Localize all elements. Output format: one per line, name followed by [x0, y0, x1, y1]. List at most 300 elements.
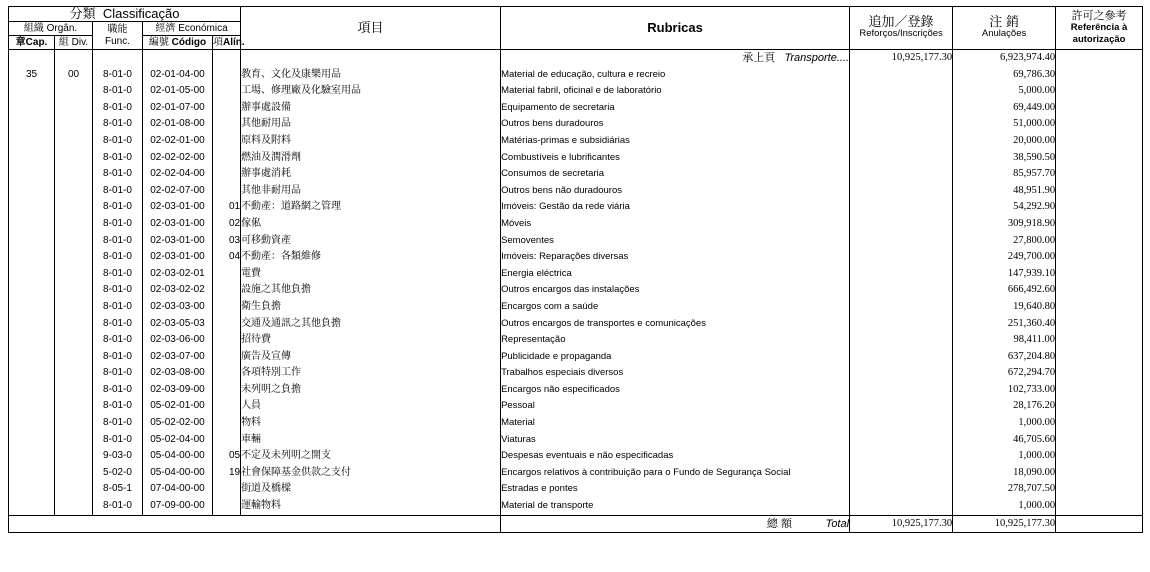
func-cell: 8-01-0	[93, 299, 143, 316]
cap-cell	[9, 199, 55, 216]
transport-row	[9, 50, 1143, 67]
reforcos-cell	[850, 465, 953, 482]
cap-cell	[9, 448, 55, 465]
code-cell: 02-02-04-00	[143, 166, 213, 183]
table-row	[9, 316, 1143, 333]
cap-cell	[9, 233, 55, 250]
func-cell: 8-01-0	[93, 332, 143, 349]
cap-cell	[9, 166, 55, 183]
reforcos-header: 追加／登錄 Reforços/Inscrições	[850, 7, 953, 50]
referencia-cell	[1056, 150, 1143, 167]
item-zh-cell: 未列明之負擔	[241, 382, 501, 399]
rubrica-cell: Encargos relativos à contribuição para o Fundo de Segurança Social	[501, 465, 850, 482]
reforcos-cell	[850, 216, 953, 233]
func-cell: 8-01-0	[93, 382, 143, 399]
rubrica-cell: Consumos de secretaria	[501, 166, 850, 183]
referencia-cell	[1056, 316, 1143, 333]
alin-cell	[213, 133, 241, 150]
transport-reforcos: 10,925,177.30	[850, 50, 953, 67]
table-row	[9, 83, 1143, 100]
cap-cell	[9, 481, 55, 498]
table-body	[9, 50, 1143, 516]
div-cell	[55, 216, 93, 233]
item-zh-cell: 人員	[241, 398, 501, 415]
alin-cell	[213, 349, 241, 366]
referencia-cell	[1056, 249, 1143, 266]
alin-cell: 03	[213, 233, 241, 250]
alin-cell	[213, 282, 241, 299]
alin-cell: 02	[213, 216, 241, 233]
cap-header: 章Cap.	[9, 36, 55, 50]
div-cell	[55, 266, 93, 283]
alin-cell	[213, 398, 241, 415]
item-zh-cell: 辦事處設備	[241, 100, 501, 117]
item-zh-cell: 運輸物料	[241, 498, 501, 515]
referencia-cell	[1056, 183, 1143, 200]
table-row	[9, 282, 1143, 299]
table-row	[9, 100, 1143, 117]
div-cell	[55, 83, 93, 100]
reforcos-cell	[850, 166, 953, 183]
cap-cell	[9, 282, 55, 299]
reforcos-cell	[850, 382, 953, 399]
anulacoes-cell: 20,000.00	[953, 133, 1056, 150]
referencia-cell	[1056, 233, 1143, 250]
code-cell: 02-03-02-02	[143, 282, 213, 299]
anulacoes-cell: 672,294.70	[953, 365, 1056, 382]
reforcos-cell	[850, 233, 953, 250]
code-cell: 02-03-01-00	[143, 233, 213, 250]
func-cell: 8-01-0	[93, 183, 143, 200]
code-cell: 02-03-02-01	[143, 266, 213, 283]
item-zh-cell: 不動產：道路網之管理	[241, 199, 501, 216]
item-zh-cell: 教育、文化及康樂用品	[241, 67, 501, 84]
reforcos-cell	[850, 199, 953, 216]
total-anulacoes: 10,925,177.30	[953, 515, 1056, 533]
table-row	[9, 67, 1143, 84]
code-cell: 02-01-04-00	[143, 67, 213, 84]
budget-table-page	[8, 6, 1142, 533]
cap-cell	[9, 398, 55, 415]
rubrica-cell: Energia eléctrica	[501, 266, 850, 283]
referencia-cell	[1056, 100, 1143, 117]
table-row	[9, 266, 1143, 283]
cap-cell	[9, 266, 55, 283]
cap-cell	[9, 116, 55, 133]
code-cell: 07-09-00-00	[143, 498, 213, 515]
func-cell: 8-01-0	[93, 365, 143, 382]
item-zh-cell: 電費	[241, 266, 501, 283]
item-zh-cell: 物料	[241, 415, 501, 432]
anulacoes-cell: 309,918.90	[953, 216, 1056, 233]
code-cell: 02-02-02-00	[143, 150, 213, 167]
total-reforcos: 10,925,177.30	[850, 515, 953, 533]
func-cell: 8-01-0	[93, 100, 143, 117]
item-zh-header: 項目	[241, 7, 501, 50]
func-cell: 8-01-0	[93, 133, 143, 150]
item-zh-cell: 燃油及潤滑劑	[241, 150, 501, 167]
anulacoes-cell: 38,590.50	[953, 150, 1056, 167]
alin-cell	[213, 365, 241, 382]
anulacoes-cell: 48,951.90	[953, 183, 1056, 200]
item-zh-cell: 交通及通訊之其他負擔	[241, 316, 501, 333]
cap-cell	[9, 316, 55, 333]
div-cell	[55, 448, 93, 465]
func-cell: 5-02-0	[93, 465, 143, 482]
func-cell: 8-01-0	[93, 116, 143, 133]
anulacoes-cell: 27,800.00	[953, 233, 1056, 250]
func-cell: 8-01-0	[93, 266, 143, 283]
rubrica-cell: Semoventes	[501, 233, 850, 250]
func-cell: 8-01-0	[93, 398, 143, 415]
transport-label: 承上頁 Transporte....	[501, 50, 850, 67]
budget-table	[8, 6, 1143, 533]
code-cell: 05-04-00-00	[143, 465, 213, 482]
func-cell: 8-01-0	[93, 166, 143, 183]
reforcos-cell	[850, 67, 953, 84]
alin-cell: 05	[213, 448, 241, 465]
alin-cell: 19	[213, 465, 241, 482]
referencia-cell	[1056, 498, 1143, 515]
reforcos-cell	[850, 183, 953, 200]
table-row	[9, 398, 1143, 415]
item-zh-cell: 不動產：各類維修	[241, 249, 501, 266]
anulacoes-cell: 102,733.00	[953, 382, 1056, 399]
div-cell	[55, 100, 93, 117]
div-cell	[55, 349, 93, 366]
table-row	[9, 481, 1143, 498]
code-cell: 02-03-01-00	[143, 216, 213, 233]
table-row	[9, 299, 1143, 316]
cap-cell	[9, 183, 55, 200]
reforcos-cell	[850, 432, 953, 449]
reforcos-cell	[850, 116, 953, 133]
table-row	[9, 365, 1143, 382]
rubrica-cell: Pessoal	[501, 398, 850, 415]
item-zh-cell: 街道及橋樑	[241, 481, 501, 498]
transport-anulacoes: 6,923,974.40	[953, 50, 1056, 67]
rubrica-cell: Material de transporte	[501, 498, 850, 515]
code-cell: 02-03-03-00	[143, 299, 213, 316]
code-cell: 02-01-07-00	[143, 100, 213, 117]
alin-cell	[213, 299, 241, 316]
item-zh-cell: 其他耐用品	[241, 116, 501, 133]
alin-cell: 04	[213, 249, 241, 266]
code-cell: 02-03-01-00	[143, 249, 213, 266]
item-zh-cell: 各項特別工作	[241, 365, 501, 382]
rubrica-cell: Material de educação, cultura e recreio	[501, 67, 850, 84]
div-cell	[55, 299, 93, 316]
div-cell	[55, 465, 93, 482]
code-cell: 05-02-01-00	[143, 398, 213, 415]
code-cell: 05-02-04-00	[143, 432, 213, 449]
code-cell: 02-03-07-00	[143, 349, 213, 366]
referencia-cell	[1056, 448, 1143, 465]
table-row	[9, 432, 1143, 449]
reforcos-cell	[850, 133, 953, 150]
item-zh-cell: 設施之其他負擔	[241, 282, 501, 299]
rubrica-cell: Encargos com a saúde	[501, 299, 850, 316]
alin-cell	[213, 382, 241, 399]
func-cell: 8-01-0	[93, 415, 143, 432]
func-cell: 8-01-0	[93, 199, 143, 216]
func-cell: 8-01-0	[93, 316, 143, 333]
anulacoes-cell: 1,000.00	[953, 448, 1056, 465]
reforcos-cell	[850, 83, 953, 100]
alin-cell	[213, 332, 241, 349]
reforcos-cell	[850, 299, 953, 316]
table-row	[9, 498, 1143, 515]
economica-header: 經濟 Económica	[143, 22, 241, 36]
alin-cell	[213, 166, 241, 183]
div-cell	[55, 432, 93, 449]
cap-cell	[9, 332, 55, 349]
cap-cell	[9, 349, 55, 366]
anulacoes-cell: 1,000.00	[953, 498, 1056, 515]
anulacoes-cell: 1,000.00	[953, 415, 1056, 432]
anulacoes-header: 注 銷 Anulações	[953, 7, 1056, 50]
code-cell: 02-03-05-03	[143, 316, 213, 333]
func-cell: 8-01-0	[93, 249, 143, 266]
referencia-cell	[1056, 266, 1143, 283]
func-cell: 8-01-0	[93, 83, 143, 100]
div-cell	[55, 282, 93, 299]
anulacoes-cell: 278,707.50	[953, 481, 1056, 498]
referencia-cell	[1056, 365, 1143, 382]
anulacoes-cell: 85,957.70	[953, 166, 1056, 183]
referencia-cell	[1056, 415, 1143, 432]
referencia-cell	[1056, 216, 1143, 233]
item-zh-cell: 可移動資產	[241, 233, 501, 250]
func-cell: 8-01-0	[93, 216, 143, 233]
div-cell	[55, 249, 93, 266]
anulacoes-cell: 69,786.30	[953, 67, 1056, 84]
alin-header: 項Alín.	[213, 36, 245, 48]
reforcos-cell	[850, 100, 953, 117]
rubrica-cell: Matérias-primas e subsidiárias	[501, 133, 850, 150]
reforcos-cell	[850, 282, 953, 299]
reforcos-cell	[850, 349, 953, 366]
table-row	[9, 150, 1143, 167]
table-row	[9, 133, 1143, 150]
reforcos-cell	[850, 398, 953, 415]
anulacoes-cell: 54,292.90	[953, 199, 1056, 216]
rubrica-cell: Imóveis: Reparações diversas	[501, 249, 850, 266]
code-cell: 02-01-05-00	[143, 83, 213, 100]
total-label: 總 額 Total	[501, 515, 850, 533]
referencia-header: 許可之參考 Referência à autorização	[1056, 7, 1143, 50]
cap-cell	[9, 216, 55, 233]
div-cell	[55, 365, 93, 382]
reforcos-cell	[850, 365, 953, 382]
cap-cell	[9, 382, 55, 399]
anulacoes-cell: 249,700.00	[953, 249, 1056, 266]
rubrica-cell: Equipamento de secretaria	[501, 100, 850, 117]
item-zh-cell: 廣告及宣傳	[241, 349, 501, 366]
div-cell	[55, 382, 93, 399]
alin-cell	[213, 316, 241, 333]
func-cell: 8-01-0	[93, 282, 143, 299]
anulacoes-cell: 19,640.80	[953, 299, 1056, 316]
code-header: 編號 Código	[143, 36, 213, 50]
referencia-cell	[1056, 199, 1143, 216]
item-zh-cell: 不定及未列明之開支	[241, 448, 501, 465]
anulacoes-cell: 18,090.00	[953, 465, 1056, 482]
table-row	[9, 448, 1143, 465]
func-cell: 8-01-0	[93, 150, 143, 167]
func-cell: 8-01-0	[93, 349, 143, 366]
cap-cell	[9, 432, 55, 449]
anulacoes-cell: 637,204.80	[953, 349, 1056, 366]
rubrica-cell: Trabalhos especiais diversos	[501, 365, 850, 382]
div-cell	[55, 415, 93, 432]
div-cell	[55, 481, 93, 498]
func-header: 職能 Func.	[93, 22, 143, 50]
table-row	[9, 216, 1143, 233]
rubrica-cell: Estradas e pontes	[501, 481, 850, 498]
table-row	[9, 349, 1143, 366]
reforcos-cell	[850, 249, 953, 266]
referencia-cell	[1056, 398, 1143, 415]
cap-cell	[9, 100, 55, 117]
div-cell	[55, 316, 93, 333]
alin-cell	[213, 415, 241, 432]
reforcos-cell	[850, 448, 953, 465]
referencia-cell	[1056, 299, 1143, 316]
referencia-cell	[1056, 332, 1143, 349]
reforcos-cell	[850, 316, 953, 333]
anulacoes-cell: 46,705.60	[953, 432, 1056, 449]
referencia-cell	[1056, 83, 1143, 100]
table-row	[9, 382, 1143, 399]
alin-cell	[213, 183, 241, 200]
alin-cell	[213, 266, 241, 283]
item-zh-cell: 工場、修理廠及化驗室用品	[241, 83, 501, 100]
div-cell	[55, 133, 93, 150]
cap-cell	[9, 150, 55, 167]
cap-cell: 35	[9, 67, 55, 84]
referencia-cell	[1056, 166, 1143, 183]
table-row	[9, 233, 1143, 250]
func-cell: 8-01-0	[93, 233, 143, 250]
div-cell	[55, 116, 93, 133]
item-zh-cell: 原料及附料	[241, 133, 501, 150]
rubrica-cell: Outros encargos de transportes e comunicações	[501, 316, 850, 333]
classification-header: 分類 Classificação	[9, 7, 241, 22]
total-row	[9, 515, 1143, 533]
div-cell	[55, 332, 93, 349]
code-cell: 05-02-02-00	[143, 415, 213, 432]
table-row	[9, 166, 1143, 183]
item-zh-cell: 招待費	[241, 332, 501, 349]
code-cell: 02-01-08-00	[143, 116, 213, 133]
cap-cell	[9, 365, 55, 382]
anulacoes-cell: 147,939.10	[953, 266, 1056, 283]
rubrica-cell: Despesas eventuais e não especificadas	[501, 448, 850, 465]
anulacoes-cell: 666,492.60	[953, 282, 1056, 299]
cap-cell	[9, 133, 55, 150]
table-row	[9, 465, 1143, 482]
code-cell: 02-03-08-00	[143, 365, 213, 382]
rubrica-cell: Representação	[501, 332, 850, 349]
code-cell: 05-04-00-00	[143, 448, 213, 465]
anulacoes-cell: 5,000.00	[953, 83, 1056, 100]
referencia-cell	[1056, 67, 1143, 84]
table-row	[9, 183, 1143, 200]
item-zh-cell: 社會保障基金供款之支付	[241, 465, 501, 482]
div-header: 組 Div.	[55, 36, 93, 50]
rubrica-cell: Imóveis: Gestão da rede viária	[501, 199, 850, 216]
alin-cell	[213, 83, 241, 100]
alin-cell	[213, 67, 241, 84]
referencia-cell	[1056, 481, 1143, 498]
rubricas-header: Rubricas	[501, 7, 850, 50]
alin-cell	[213, 481, 241, 498]
referencia-cell	[1056, 382, 1143, 399]
code-cell: 02-03-06-00	[143, 332, 213, 349]
referencia-cell	[1056, 282, 1143, 299]
func-cell: 8-01-0	[93, 432, 143, 449]
func-cell: 8-01-0	[93, 498, 143, 515]
reforcos-cell	[850, 332, 953, 349]
anulacoes-cell: 69,449.00	[953, 100, 1056, 117]
alin-cell	[213, 100, 241, 117]
alin-cell	[213, 498, 241, 515]
item-zh-cell: 車輛	[241, 432, 501, 449]
div-cell	[55, 233, 93, 250]
item-zh-cell: 衛生負擔	[241, 299, 501, 316]
code-cell: 02-02-07-00	[143, 183, 213, 200]
func-cell: 8-05-1	[93, 481, 143, 498]
cap-cell	[9, 415, 55, 432]
rubrica-cell: Publicidade e propaganda	[501, 349, 850, 366]
func-cell: 8-01-0	[93, 67, 143, 84]
div-cell	[55, 498, 93, 515]
item-zh-cell: 其他非耐用品	[241, 183, 501, 200]
referencia-cell	[1056, 133, 1143, 150]
alin-cell: 01	[213, 199, 241, 216]
table-row	[9, 332, 1143, 349]
table-header	[9, 7, 1143, 50]
cap-cell	[9, 83, 55, 100]
code-cell: 02-03-01-00	[143, 199, 213, 216]
reforcos-cell	[850, 266, 953, 283]
func-cell: 9-03-0	[93, 448, 143, 465]
rubrica-cell: Outros encargos das instalações	[501, 282, 850, 299]
rubrica-cell: Viaturas	[501, 432, 850, 449]
reforcos-cell	[850, 415, 953, 432]
alin-cell	[213, 116, 241, 133]
rubrica-cell: Material	[501, 415, 850, 432]
organ-header: 組織 Orgân.	[9, 22, 93, 36]
div-cell	[55, 150, 93, 167]
div-cell	[55, 398, 93, 415]
reforcos-cell	[850, 150, 953, 167]
item-zh-cell: 傢俬	[241, 216, 501, 233]
referencia-cell	[1056, 349, 1143, 366]
item-zh-cell: 辦事處消耗	[241, 166, 501, 183]
anulacoes-cell: 98,411.00	[953, 332, 1056, 349]
code-cell: 07-04-00-00	[143, 481, 213, 498]
div-cell: 00	[55, 67, 93, 84]
rubrica-cell: Material fabril, oficinal e de laboratório	[501, 83, 850, 100]
cap-cell	[9, 249, 55, 266]
code-cell: 02-02-01-00	[143, 133, 213, 150]
div-cell	[55, 199, 93, 216]
rubrica-cell: Móveis	[501, 216, 850, 233]
alin-cell	[213, 150, 241, 167]
cap-cell	[9, 465, 55, 482]
